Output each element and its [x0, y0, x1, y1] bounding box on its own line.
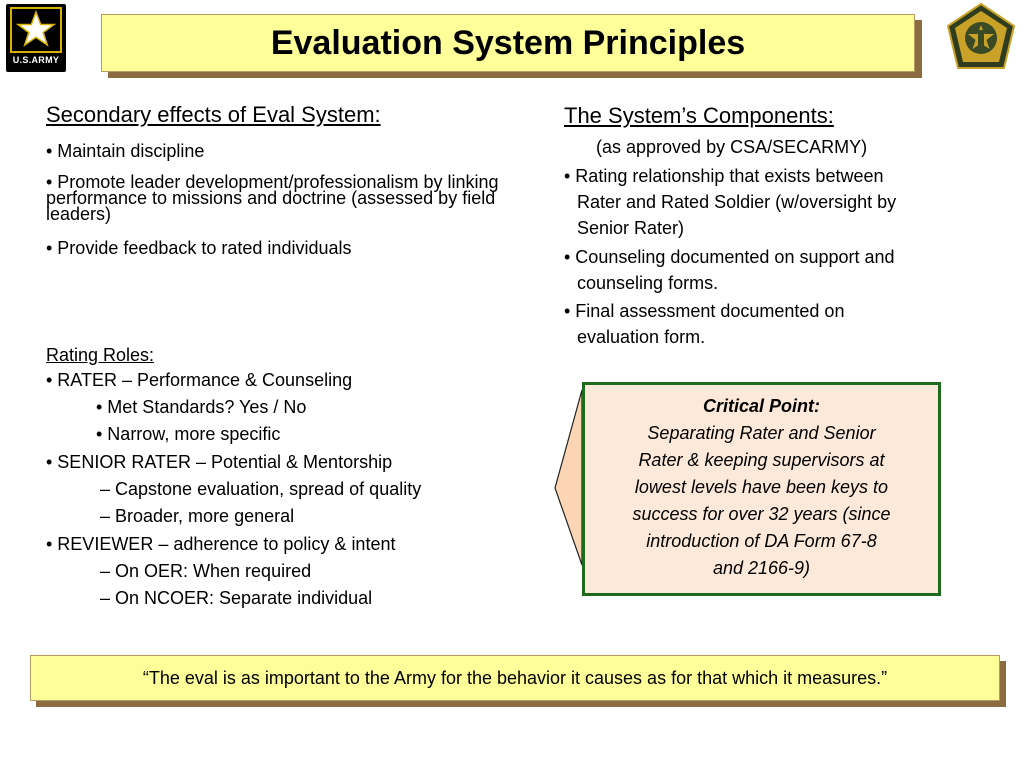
page-title: Evaluation System Principles: [270, 23, 746, 62]
component-rating-relationship-cont2: Senior Rater): [577, 218, 685, 238]
component-rating-relationship: • Rating relationship that exists between: [564, 166, 884, 186]
component-counseling-cont: counseling forms.: [577, 273, 719, 293]
rating-roles-heading: Rating Roles:: [46, 345, 155, 365]
critical-point-line: Separating Rater and Senior: [647, 423, 876, 443]
critical-point-box: [582, 382, 941, 596]
role-senior-sub-broader: – Broader, more general: [100, 506, 295, 526]
critical-point-line: Rater & keeping supervisors at: [638, 450, 885, 470]
secondary-bullet-leader-development: • Promote leader development/professionalism by linking performance to missions and doctrine (assessed by field leaders): [46, 172, 499, 224]
component-final-assessment-cont: evaluation form.: [577, 327, 706, 347]
critical-point-title: Critical Point:: [702, 396, 820, 416]
role-reviewer-sub-ncoer: – On NCOER: Separate individual: [100, 588, 373, 608]
secondary-effects-heading: Secondary effects of Eval System:: [46, 102, 381, 127]
component-counseling: • Counseling documented on support and: [564, 247, 895, 267]
quote-text: “The eval is as important to the Army for the behavior it causes as for that which it measures.”: [142, 667, 888, 688]
critical-point-line: success for over 32 years (since: [632, 504, 891, 524]
critical-point-line: introduction of DA Form 67-8: [646, 531, 877, 551]
quote-banner: [30, 655, 1000, 701]
army-seal-icon: [944, 2, 1018, 72]
role-rater-sub-standards: • Met Standards? Yes / No: [96, 397, 307, 417]
role-rater: • RATER – Performance & Counseling: [46, 370, 353, 390]
role-reviewer: • REVIEWER – adherence to policy & intent: [46, 534, 396, 554]
critical-point-line: lowest levels have been keys to: [634, 477, 889, 497]
role-senior-rater: • SENIOR RATER – Potential & Mentorship: [46, 452, 393, 472]
role-rater-sub-narrow: • Narrow, more specific: [96, 424, 281, 444]
title-banner: [101, 14, 915, 72]
component-final-assessment: • Final assessment documented on: [564, 301, 845, 321]
secondary-bullet-feedback: • Provide feedback to rated individuals: [46, 238, 352, 258]
critical-point-line: and 2166-9): [712, 558, 811, 578]
role-senior-sub-capstone: – Capstone evaluation, spread of quality: [100, 479, 422, 499]
component-rating-relationship-cont: Rater and Rated Soldier (w/oversight by: [577, 192, 897, 212]
army-star-icon: [6, 4, 66, 56]
components-subheading: (as approved by CSA/SECARMY): [596, 137, 868, 157]
army-logo: [6, 4, 66, 72]
army-logo-text: U.S.ARMY: [12, 55, 60, 65]
components-heading: The System’s Components:: [564, 103, 834, 128]
secondary-bullet-discipline: • Maintain discipline: [46, 141, 205, 161]
role-reviewer-sub-oer: – On OER: When required: [100, 561, 312, 581]
